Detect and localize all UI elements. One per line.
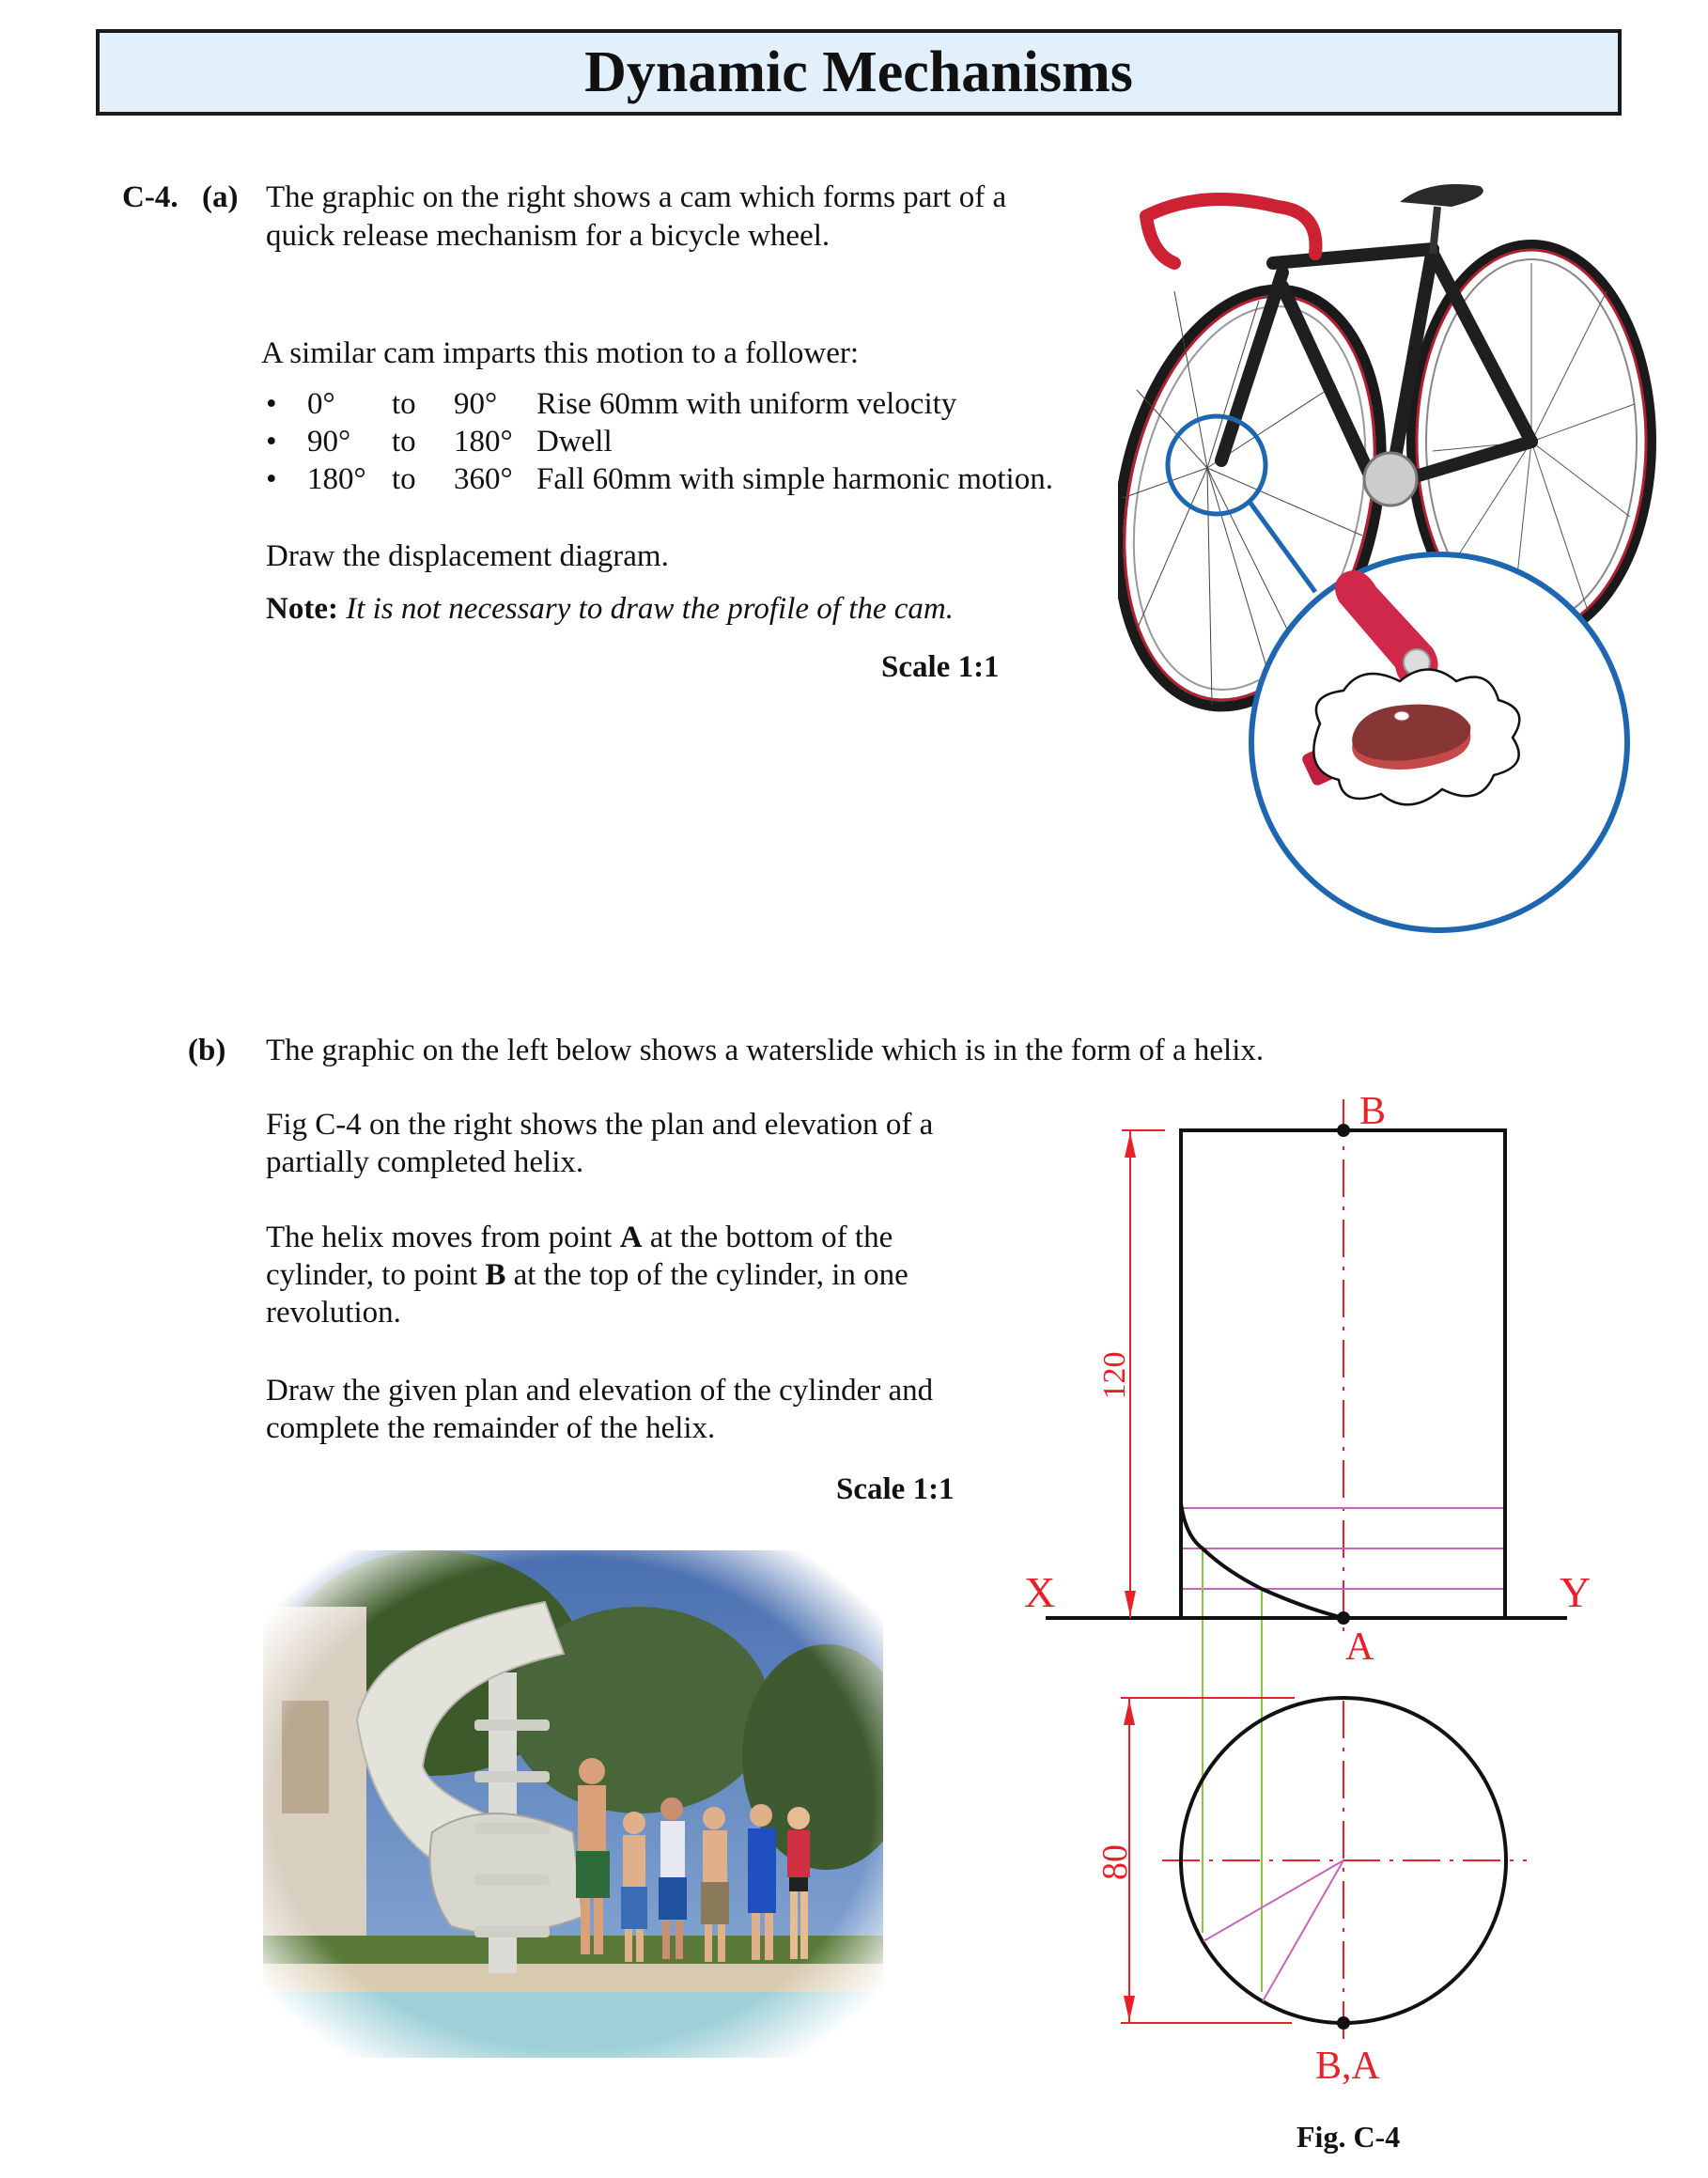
para2-text: at the top of the cylinder, in one [505, 1258, 908, 1292]
part-a-label: (a) [202, 180, 239, 214]
part-a-intro-line1: The graphic on the right shows a cam which forms part of a [266, 180, 1007, 214]
handlebar-icon [1146, 199, 1316, 263]
point-a-marker [1337, 1611, 1350, 1625]
question-number: C-4. [122, 180, 179, 214]
motion-item [266, 460, 1053, 498]
motion-from: 90° [307, 425, 351, 459]
part-b-para2-line3: revolution. [266, 1296, 401, 1330]
waterslide-photo [263, 1550, 883, 2058]
dimension-80-label: 80 [1095, 1844, 1135, 1880]
part-b-para2-line1 [266, 1219, 893, 1256]
point-b-marker [1337, 1124, 1350, 1137]
point-ba-marker [1337, 2016, 1350, 2030]
horizontal-projectors [1181, 1508, 1505, 1589]
part-b-para1-line2: partially completed helix. [266, 1145, 584, 1179]
motion-to-word: to [392, 425, 416, 459]
part-b-label: (b) [188, 1034, 226, 1067]
para2-text: The helix moves from point [266, 1221, 620, 1254]
figure-caption: Fig. C-4 [1297, 2120, 1401, 2154]
point-b-ref: B [485, 1258, 506, 1292]
part-b-intro: The graphic on the left below shows a waterslide which is in the form of a helix. [266, 1034, 1265, 1067]
label-point-a: A [1345, 1626, 1374, 1669]
motion-description: Rise 60mm with uniform velocity [536, 387, 957, 421]
motion-description: Dwell [536, 425, 613, 459]
part-a-instruction: Draw the displacement diagram. [266, 539, 669, 573]
part-a-intro-line2: quick release mechanism for a bicycle wheel. [266, 219, 831, 253]
note-label: Note: [266, 592, 338, 626]
part-a-note [266, 590, 954, 628]
part-b-para2-line2 [266, 1256, 908, 1294]
motion-to: 180° [454, 425, 513, 459]
arrow-down-icon [1124, 1996, 1135, 2021]
motion-intro: A similar cam imparts this motion to a follower: [261, 336, 860, 370]
bullet-icon: • [266, 425, 277, 459]
callout-line [1250, 502, 1315, 592]
part-b-para1-line1: Fig C-4 on the right shows the plan and elevation of a [266, 1108, 934, 1142]
motion-item [266, 423, 1053, 460]
motion-list [266, 385, 1053, 498]
label-y: Y [1560, 1568, 1592, 1616]
dimension-120-label: 120 [1097, 1351, 1132, 1400]
para2-text: at the bottom of the [642, 1221, 893, 1254]
page-title: Dynamic Mechanisms [584, 39, 1133, 104]
point-a-ref: A [619, 1221, 643, 1254]
label-point-b: B [1359, 1090, 1387, 1133]
bullet-icon: • [266, 462, 277, 496]
motion-description: Fall 60mm with simple harmonic motion. [536, 462, 1053, 496]
bullet-icon: • [266, 387, 277, 421]
motion-to: 90° [454, 387, 498, 421]
arrow-down-icon [1125, 1591, 1136, 1616]
plan-radial-lines [1203, 1860, 1343, 2001]
bicycle-graphic [1118, 160, 1663, 968]
motion-from: 180° [307, 462, 366, 496]
motion-to-word: to [392, 387, 416, 421]
saddle-icon [1400, 184, 1483, 207]
motion-from: 0° [307, 387, 335, 421]
diameter-dimension [1121, 1698, 1295, 2023]
part-b-para3-line1: Draw the given plan and elevation of the cylinder and [266, 1374, 934, 1408]
page-title-box [96, 29, 1622, 116]
label-x: X [1024, 1568, 1056, 1616]
part-b-scale: Scale 1:1 [836, 1472, 955, 1506]
arrow-up-icon [1124, 1700, 1135, 1725]
motion-item [266, 385, 1053, 423]
note-text: It is not necessary to draw the profile of the cam. [346, 592, 954, 626]
vertical-projectors [1203, 1548, 1262, 1992]
helix-curve [1181, 1503, 1343, 1618]
arrow-up-icon [1125, 1132, 1136, 1158]
cylinder-plan-circle [1181, 1698, 1506, 2023]
chainring-icon [1364, 453, 1417, 506]
cylinder-elevation [1181, 1130, 1505, 1618]
motion-to: 360° [454, 462, 513, 496]
part-a-scale: Scale 1:1 [881, 650, 1000, 684]
part-b-para3-line2: complete the remainder of the helix. [266, 1411, 716, 1445]
label-point-ba: B,A [1315, 2045, 1380, 2088]
para2-text: cylinder, to point [266, 1258, 486, 1292]
motion-to-word: to [392, 462, 416, 496]
